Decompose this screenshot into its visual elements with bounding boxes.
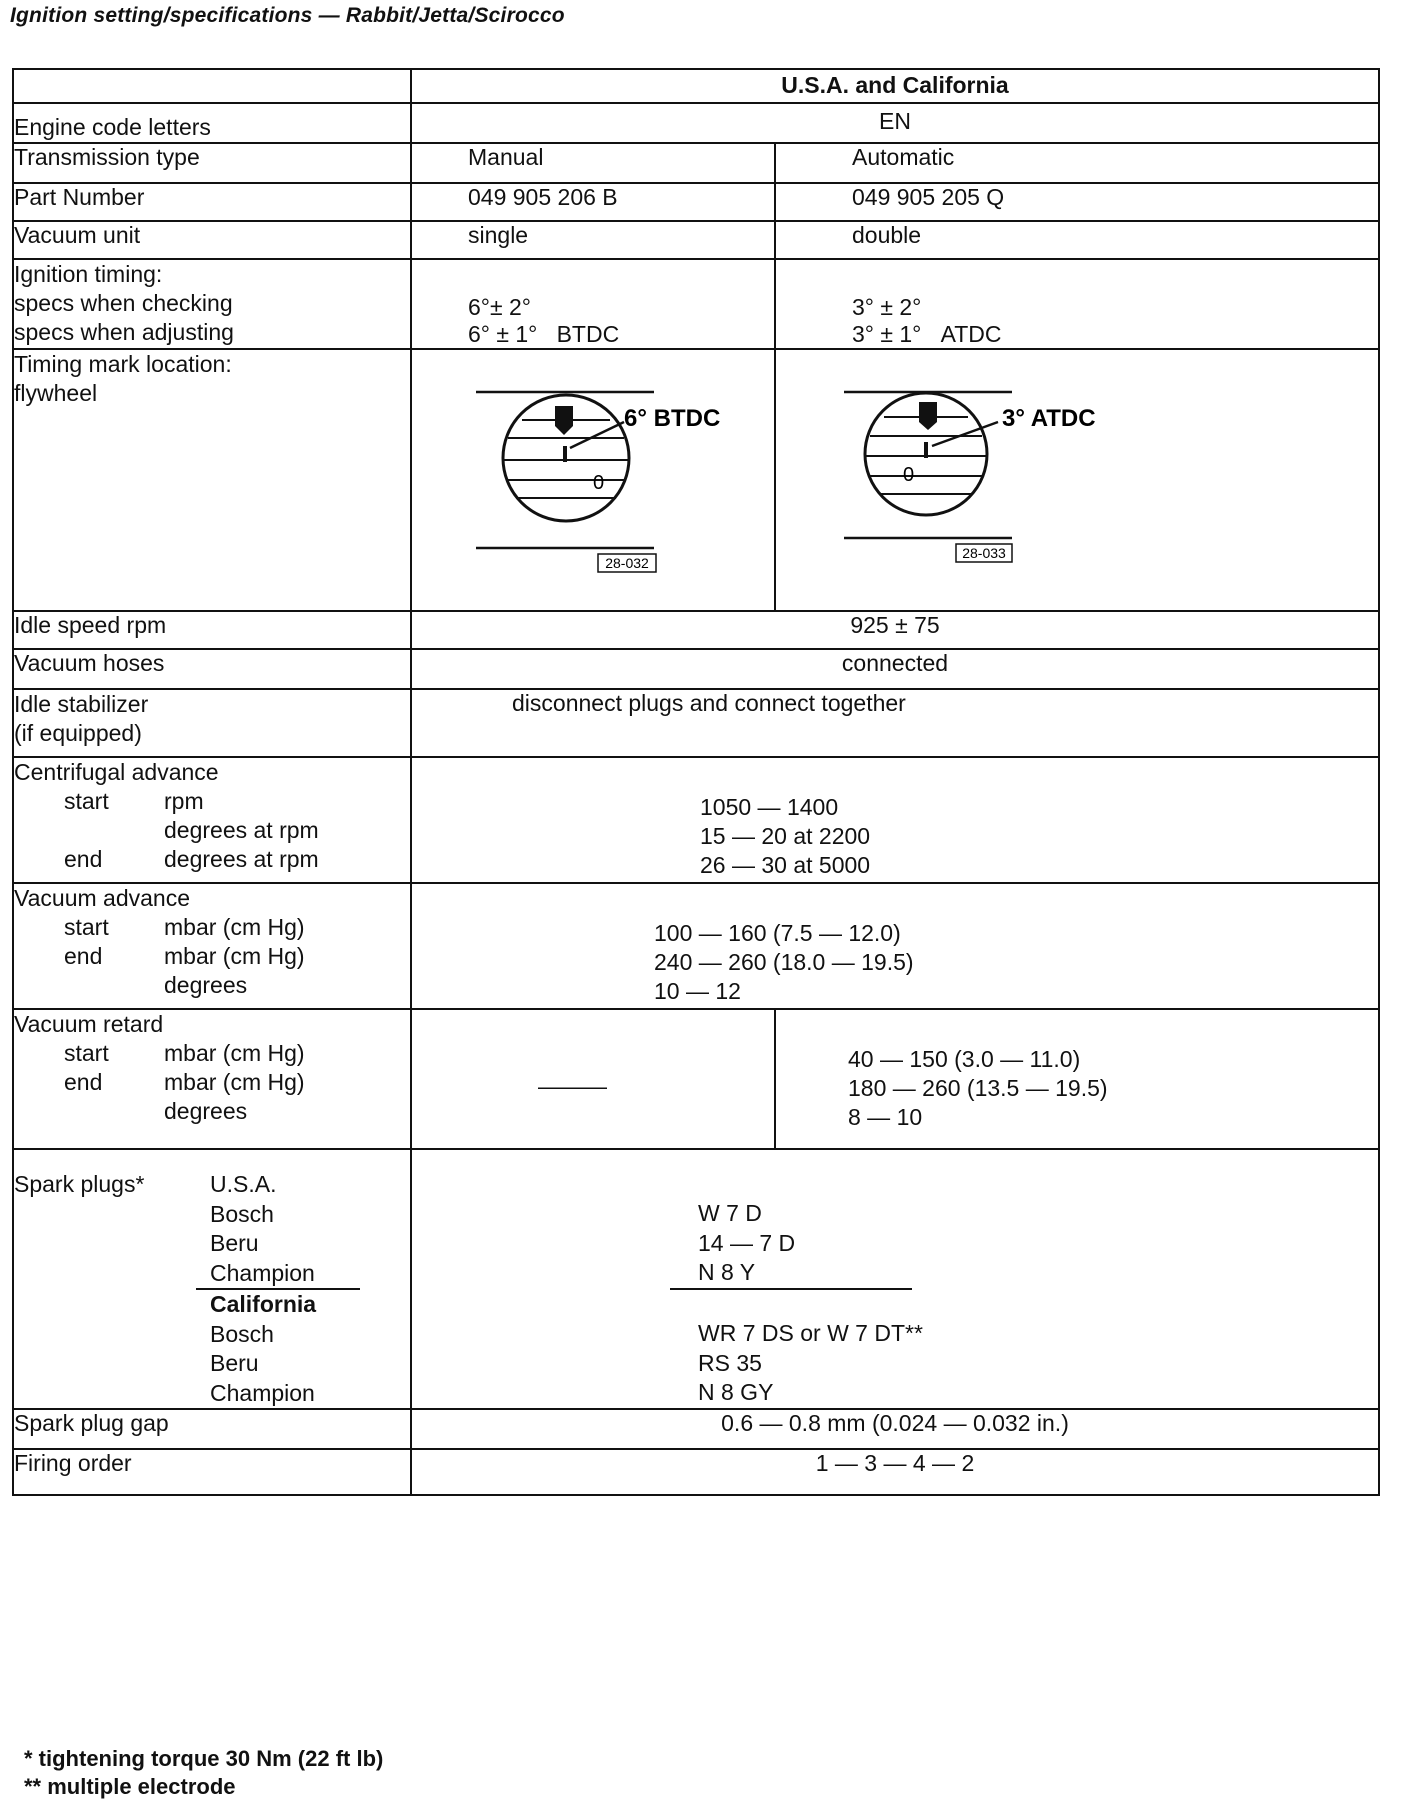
automatic-adjusting-value: 3° ± 1° xyxy=(852,321,922,347)
vacuum-hoses-row xyxy=(13,649,1379,689)
spark-plugs-row xyxy=(13,1149,1379,1409)
firing-order-row xyxy=(13,1449,1379,1495)
vacuum-advance-value-2: 240 — 260 (18.0 — 19.5) xyxy=(654,949,914,975)
idle-speed-value: 925 ± 75 xyxy=(411,611,1379,649)
transmission-label: Transmission type xyxy=(13,143,411,183)
vacuum-retard-value-2: 180 — 260 (13.5 — 19.5) xyxy=(848,1075,1108,1101)
transmission-automatic: Automatic xyxy=(775,143,1379,183)
footnote-torque: * tightening torque 30 Nm (22 ft lb) xyxy=(24,1746,384,1771)
engine-code-value: EN xyxy=(411,103,1379,143)
centrifugal-value-1: 1050 — 1400 xyxy=(700,794,839,820)
manual-btdc: BTDC xyxy=(556,321,620,347)
manual-zero-label: 0 xyxy=(593,472,605,494)
usa-champion-value: N 8 Y xyxy=(670,1258,912,1290)
plug-gap-row xyxy=(13,1409,1379,1449)
timing-mark-label: Timing mark location: xyxy=(14,351,232,377)
vacuum-advance-row xyxy=(13,883,1379,1009)
usa-bosch-value: W 7 D xyxy=(698,1200,762,1226)
engine-code-label: Engine code letters xyxy=(13,103,411,143)
vacuum-advance-end: end xyxy=(64,943,103,969)
vacuum-advance-degrees: degrees xyxy=(164,972,248,998)
usa-bosch-label: Bosch xyxy=(210,1200,274,1227)
usa-beru-value: 14 — 7 D xyxy=(698,1229,796,1256)
idle-stabilizer-value: disconnect plugs and connect together xyxy=(411,689,1379,757)
idle-stabilizer-label: Idle stabilizer xyxy=(14,691,149,717)
region-header: U.S.A. and California xyxy=(411,69,1379,103)
spec-table xyxy=(12,68,1380,1496)
centrifugal-row xyxy=(13,757,1379,883)
manual-flywheel-diagram xyxy=(412,350,774,604)
idle-speed-label: Idle speed rpm xyxy=(13,611,411,649)
vacuum-advance-mbar: mbar (cm Hg) xyxy=(164,914,305,940)
transmission-row xyxy=(13,143,1379,183)
vacuum-hoses-label: Vacuum hoses xyxy=(13,649,411,689)
part-number-automatic: 049 905 205 Q xyxy=(775,183,1379,221)
ca-champion-value: N 8 GY xyxy=(698,1379,774,1405)
manual-figure-ref: 28-032 xyxy=(605,555,649,571)
spark-plugs-california: California xyxy=(210,1291,317,1317)
automatic-atdc: ATDC xyxy=(940,321,1002,347)
idle-stabilizer-label-2: (if equipped) xyxy=(14,720,142,746)
plug-gap-value: 0.6 — 0.8 mm (0.024 — 0.032 in.) xyxy=(411,1409,1379,1449)
vacuum-retard-label: Vacuum retard xyxy=(14,1011,164,1037)
checking-label: specs when checking xyxy=(14,290,233,316)
vacuum-unit-manual: single xyxy=(411,221,775,259)
plug-gap-label: Spark plug gap xyxy=(13,1409,411,1449)
spark-plugs-usa: U.S.A. xyxy=(210,1171,277,1197)
vacuum-retard-row xyxy=(13,1009,1379,1149)
vacuum-retard-end: end xyxy=(64,1069,103,1095)
centrifugal-end-degrees: degrees at rpm xyxy=(164,846,319,872)
vacuum-advance-value-1: 100 — 160 (7.5 — 12.0) xyxy=(654,920,901,946)
firing-order-label: Firing order xyxy=(13,1449,411,1495)
header-row xyxy=(13,69,1379,103)
part-number-row xyxy=(13,183,1379,221)
centrifugal-rpm: rpm xyxy=(164,788,204,814)
centrifugal-value-3: 26 — 30 at 5000 xyxy=(700,852,871,878)
ignition-timing-row xyxy=(13,259,1379,349)
vacuum-unit-label: Vacuum unit xyxy=(13,221,411,259)
centrifugal-degrees: degrees at rpm xyxy=(164,817,319,843)
centrifugal-value-2: 15 — 20 at 2200 xyxy=(700,823,871,849)
ignition-timing-label: Ignition timing: xyxy=(14,261,163,287)
timing-mark-row xyxy=(13,349,1379,611)
ca-bosch-value: WR 7 DS or W 7 DT** xyxy=(698,1320,923,1346)
centrifugal-start: start xyxy=(64,788,109,814)
vacuum-advance-label: Vacuum advance xyxy=(14,885,191,911)
part-number-manual: 049 905 206 B xyxy=(411,183,775,221)
vacuum-hoses-value: connected xyxy=(411,649,1379,689)
spark-plugs-label: Spark plugs* xyxy=(14,1171,145,1197)
adjusting-label: specs when adjusting xyxy=(14,319,234,345)
idle-stabilizer-row xyxy=(13,689,1379,757)
centrifugal-end: end xyxy=(64,846,103,872)
vacuum-retard-end-mbar: mbar (cm Hg) xyxy=(164,1069,305,1095)
vacuum-unit-row xyxy=(13,221,1379,259)
firing-order-value: 1 — 3 — 4 — 2 xyxy=(411,1449,1379,1495)
automatic-flywheel-diagram xyxy=(776,350,1378,604)
vacuum-retard-value-1: 40 — 150 (3.0 — 11.0) xyxy=(848,1046,1081,1072)
transmission-manual: Manual xyxy=(411,143,775,183)
vacuum-unit-automatic: double xyxy=(775,221,1379,259)
manual-checking-value: 6°± 2° xyxy=(468,294,531,320)
usa-beru-label: Beru xyxy=(210,1230,259,1256)
vacuum-retard-start: start xyxy=(64,1040,109,1066)
usa-champion-label: Champion xyxy=(196,1259,360,1291)
vacuum-advance-value-3: 10 — 12 xyxy=(654,978,741,1004)
vacuum-retard-degrees: degrees xyxy=(164,1098,248,1124)
ca-bosch-label: Bosch xyxy=(210,1320,274,1347)
part-number-label: Part Number xyxy=(13,183,411,221)
centrifugal-label: Centrifugal advance xyxy=(14,759,219,785)
vacuum-retard-mbar: mbar (cm Hg) xyxy=(164,1040,305,1066)
automatic-zero-label: 0 xyxy=(903,464,915,486)
automatic-mark-label: 3° ATDC xyxy=(1002,405,1096,432)
ca-beru-value: RS 35 xyxy=(698,1349,762,1376)
automatic-checking-value: 3° ± 2° xyxy=(852,294,922,320)
manual-mark-label: 6° BTDC xyxy=(624,405,721,432)
page-title: Ignition setting/specifications — Rabbit/Jetta/Scirocco xyxy=(10,4,565,27)
footnote-electrode: ** multiple electrode xyxy=(24,1774,236,1799)
manual-adjusting-value: 6° ± 1° xyxy=(468,321,538,347)
vacuum-advance-end-mbar: mbar (cm Hg) xyxy=(164,943,305,969)
automatic-figure-ref: 28-033 xyxy=(962,545,1006,561)
vacuum-advance-start: start xyxy=(64,914,109,940)
engine-code-row xyxy=(13,103,1379,143)
ca-champion-label: Champion xyxy=(210,1379,315,1406)
flywheel-label: flywheel xyxy=(14,380,98,406)
idle-speed-row xyxy=(13,611,1379,649)
vacuum-retard-value-3: 8 — 10 xyxy=(848,1104,923,1130)
vacuum-retard-manual: ——— xyxy=(411,1009,775,1149)
ca-beru-label: Beru xyxy=(210,1350,259,1376)
